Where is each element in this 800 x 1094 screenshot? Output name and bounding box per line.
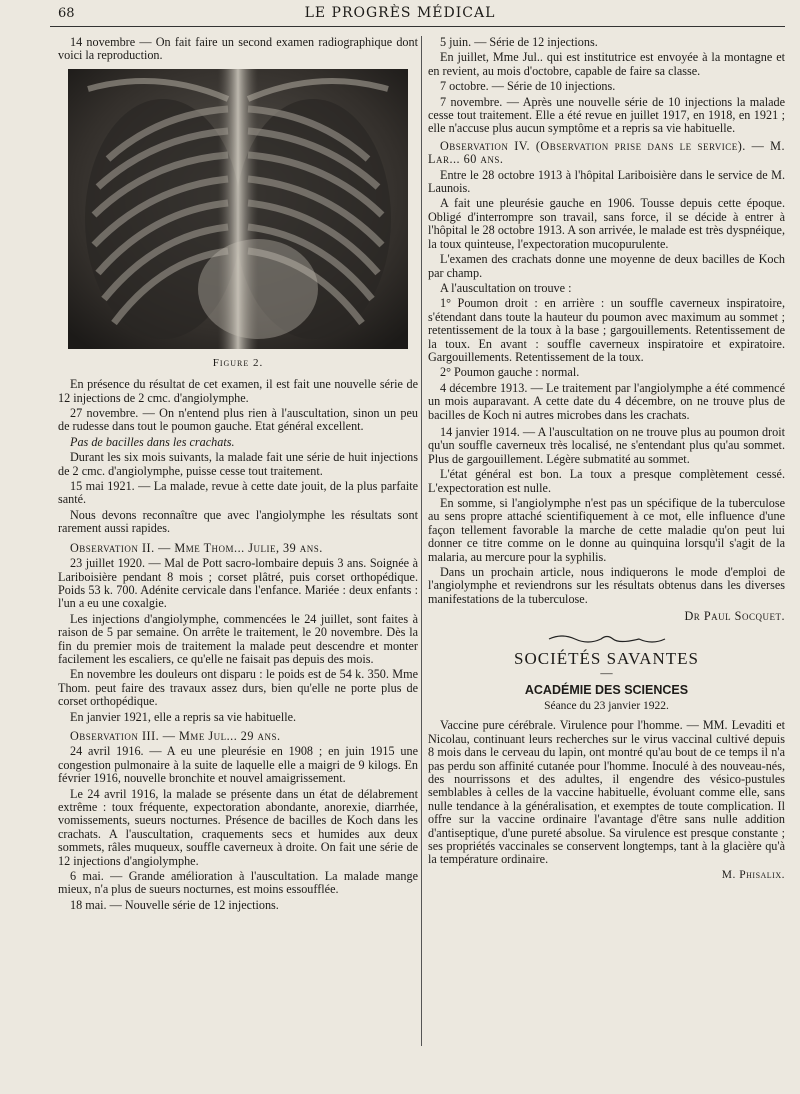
paragraph: 15 mai 1921. — La malade, revue à cette date jouit, de la plus parfaite santé. bbox=[58, 479, 418, 507]
paragraph: En présence du résultat de cet examen, il est fait une nouvelle série de 12 injections de 2 cmc. d'angiolymphe. bbox=[58, 377, 418, 405]
section-dash: — bbox=[600, 666, 613, 681]
paragraph: A l'auscultation on trouve : bbox=[440, 280, 572, 295]
subsection-title: ACADÉMIE DES SCIENCES bbox=[524, 683, 689, 698]
paragraph: 14 novembre — On fait faire un second examen radiographique dont voici la reproduction. bbox=[58, 36, 418, 63]
observation-heading: Observation IV. (Observation prise dans le service). — M. Lar... 60 ans. bbox=[428, 138, 785, 167]
paragraph: En somme, si l'angiolymphe n'est pas un spécifique de la tuberculose au sens propre attaché scientifiquement à ce mot, elle influence d'une façon tellement favorable la marche de cette maladie qu'on peut lui donner ce titre comme on le donne au quinquina lorsqu'il s'agit de la malaria, au mercure pour la syphilis. bbox=[428, 496, 785, 564]
paragraph: 7 novembre. — Après une nouvelle série de 10 injections la malade cesse tout traitement. Elle a été revue en juillet 1917, en 1918, en 1921 ; elle n'accuse plus aucun symptôme et a repris sa vie habituelle. bbox=[428, 94, 785, 136]
paragraph: L'état général est bon. La toux a presque complètement cessé. L'expectoration est nulle. bbox=[428, 467, 785, 495]
paragraph: 2° Poumon gauche : normal. bbox=[440, 365, 580, 380]
figure-caption: Figure 2. bbox=[212, 356, 264, 369]
flourish-icon bbox=[547, 632, 667, 646]
session-date: Séance du 23 janvier 1922. bbox=[544, 699, 669, 712]
paragraph: En novembre les douleurs ont disparu : le poids est de 54 k. 350. Mme Thom. peut faire des travaux assez durs, bien qu'elle ne porte plus de corset orthopédique. bbox=[58, 667, 418, 709]
paragraph: Nous devons reconnaître que avec l'angiolymphe les résultats sont rarement aussi rapides. bbox=[58, 507, 418, 536]
paragraph: 14 janvier 1914. — A l'auscultation on ne trouve plus au poumon droit qu'un souffle caverneux très localisé, ne s'entendant plus qu'au sommet. Plus de gargouillement. Légère submatité au sommet. bbox=[428, 424, 785, 466]
journal-title: LE PROGRÈS MÉDICAL bbox=[304, 5, 496, 21]
paragraph: L'examen des crachats donne une moyenne de deux bacilles de Koch par champ. bbox=[428, 252, 785, 280]
paragraph: 6 mai. — Grande amélioration à l'auscultation. La malade mange mieux, n'a plus de sueurs nocturnes, est moins essoufflée. bbox=[58, 869, 418, 897]
paragraph: 4 décembre 1913. — Le traitement par l'angiolymphe a été commencé un mois auparavant. A cette date du 4 décembre, on ne trouve plus de bacilles de Koch ni autres microbes dans les crachats. bbox=[428, 380, 785, 422]
paragraph: Vaccine pure cérébrale. Virulence pour l'homme. — MM. Levaditi et Nicolau, continuant leurs recherches sur le virus vaccinal cultivé depuis 8 mois dans le cerveau du lapin, ont montré qu'au bout de ce temps il n'a pas perdu son affinité cutanée pour l'homme. Inoculé à des nouveau-nés, des nourrissons et des adultes, il engendre des vésico-pustules semblables à celles de la vaccine habituelle, évoluant comme elle, sans nulle tendance à la généralisation, et exemptes de toute complication. Il offre sur la vaccine ordinaire l'avantage d'être sans nulle addition d'antiseptique, d'une pureté absolue. Sa virulence est presque constante ; ses propriétés vaccinales se conservent longtemps, tant à la glacière qu'à la température ordinaire. bbox=[428, 718, 785, 867]
right-column bbox=[428, 36, 785, 1088]
paragraph: En juillet, Mme Jul.. qui est institutrice est envoyée à la montagne et en revient, au mois d'octobre, capable de faire sa classe. bbox=[428, 50, 785, 78]
page-header bbox=[0, 0, 800, 32]
paragraph: Le 24 avril 1916, la malade se présente dans un état de délabrement extrême : toux fréquente, expectoration abondante, anorexie, diarrhée, vomissements, sueurs nocturnes. Présence de bacilles de Koch dans les crachats. A l'auscultation, craquements secs et humides aux deux sommets, râles muqueux, souffle caverneux à droite. On fait une série de 12 injections d'angiolymphe. bbox=[58, 786, 418, 868]
left-column bbox=[58, 36, 418, 1088]
paragraph: 7 octobre. — Série de 10 injections. bbox=[440, 79, 616, 94]
column-divider bbox=[421, 36, 422, 1046]
chest-xray-image bbox=[68, 69, 408, 349]
paragraph: Les injections d'angiolymphe, commencées le 24 juillet, sont faites à raison de 5 par semaine. On arrête le traitement, le 20 novembre. Dès la fin du premier mois de traitement la malade peut descendre et monter facilement les escaliers, ce qu'elle ne faisait pas depuis des mois. bbox=[58, 611, 418, 666]
paragraph: 27 novembre. — On n'entend plus rien à l'auscultation, sinon un peu de rudesse dans tout le poumon gauche. Etat général excellent. bbox=[58, 406, 418, 434]
paragraph: En janvier 1921, elle a repris sa vie habituelle. bbox=[70, 709, 297, 724]
header-rule bbox=[50, 26, 785, 27]
paragraph: 5 juin. — Série de 12 injections. bbox=[440, 36, 598, 49]
author-signature: Dr Paul Socquet. bbox=[684, 609, 785, 624]
paragraph: A fait une pleurésie gauche en 1906. Tousse depuis cette époque. Obligé d'interrompre son travail, sans force, il se décide à entrer à l'hôpital le 28 octobre 1913. A son arrivée, le malade est très dyspnéique, la toux quinteuse, l'expectoration mucopurulente. bbox=[428, 196, 785, 251]
paragraph: Entre le 28 octobre 1913 à l'hôpital Lariboisière dans le service de M. Launois. bbox=[428, 167, 785, 196]
paragraph: 23 juillet 1920. — Mal de Pott sacro-lombaire depuis 3 ans. Soignée à Lariboisière pendant 8 mois ; corset plâtré, puis corset orthopédique. Poids 53 k. 700. Adénite cervicale dans l'enfance. Mariée : deux enfants : l'un a eu une coxalgie. bbox=[58, 556, 418, 611]
paragraph: 1° Poumon droit : en arrière : un souffle caverneux inspiratoire, s'étendant dans toute la hauteur du poumon avec maximum au sommet ; retentissement de la toux à la base ; gargouillements. Retentissement de la toux. En avant : souffle caverneux inspiratoire et expiratoire. Gargouillements. Retentissement de la toux. bbox=[428, 296, 785, 364]
paragraph: Durant les six mois suivants, la malade fait une série de huit injections de 2 cmc. d'angiolymphe, puisse cesse tout traitement. bbox=[58, 450, 418, 478]
academy-author: M. Phisalix. bbox=[721, 868, 785, 881]
section-title: SOCIÉTÉS SAVANTES bbox=[514, 648, 699, 668]
radiograph-figure bbox=[68, 69, 408, 349]
paragraph: Pas de bacilles dans les crachats. bbox=[70, 434, 235, 449]
ornament-divider bbox=[428, 632, 785, 650]
paragraph: Dans un prochain article, nous indiquerons le mode d'emploi de l'angiolymphe et reviendrons sur les résultats obtenus dans les diverses manifestations de la tuberculose. bbox=[428, 565, 785, 606]
page-number: 68 bbox=[58, 6, 75, 21]
paragraph: 24 avril 1916. — A eu une pleurésie en 1908 ; en juin 1915 une congestion pulmonaire à la suite de laquelle elle a maigri de 9 kilogs. En février 1916, nouvelle bronchite et nouvel amaigrissement. bbox=[58, 744, 418, 786]
observation-heading: Observation II. — Mme Thom... Julie, 39 ans. bbox=[70, 540, 323, 555]
paragraph: 18 mai. — Nouvelle série de 12 injections. bbox=[70, 897, 279, 912]
observation-heading: Observation III. — Mme Jul... 29 ans. bbox=[70, 728, 281, 743]
